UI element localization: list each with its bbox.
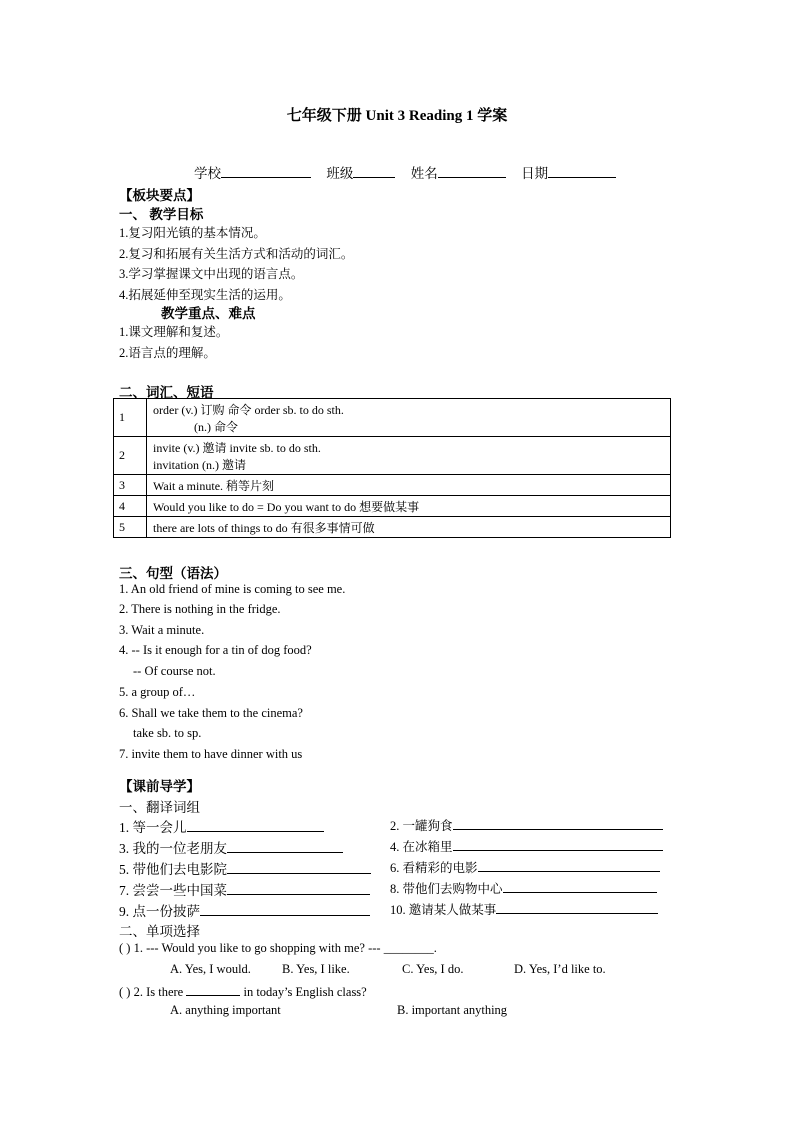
answer-blank[interactable] [478, 859, 660, 872]
vocab-line: order (v.) 订购 命令 order sb. to do sth. [153, 402, 344, 417]
school-label: 学校 [194, 166, 221, 181]
preview-header: 【课前导学】 [119, 779, 200, 794]
sentence-item: 6. Shall we take them to the cinema? [119, 706, 303, 720]
option[interactable]: A. Yes, I would. [170, 962, 251, 976]
answer-blank[interactable] [496, 901, 658, 914]
key-item: 1.课文理解和复述。 [119, 325, 229, 339]
table-row [114, 517, 671, 538]
translate-item: 2. 一罐狗食 [390, 816, 663, 834]
vocab-heading: 二、词汇、短语 [119, 385, 214, 400]
option[interactable]: B. Yes, I like. [282, 962, 350, 976]
vocab-cell [147, 399, 671, 437]
goals-heading: 一、 教学目标 [119, 207, 204, 222]
row-number: 2 [114, 437, 147, 475]
row-number: 3 [114, 475, 147, 496]
date-blank[interactable] [548, 164, 616, 178]
translate-item: 4. 在冰箱里 [390, 837, 663, 855]
row-number: 1 [114, 399, 147, 437]
key-item: 2.语言点的理解。 [119, 346, 216, 360]
question-stem: 2. Is there [133, 985, 184, 999]
sentence-item: -- Of course not. [133, 664, 216, 678]
option[interactable]: D. Yes, I’d like to. [514, 962, 606, 976]
question-stem: 1. --- Would you like to go shopping with me? --- ________. [133, 941, 437, 955]
table-row [114, 437, 671, 475]
sentence-item: 1. An old friend of mine is coming to see me. [119, 582, 346, 596]
goal-item: 3.学习掌握课文中出现的语言点。 [119, 267, 304, 281]
table-row [114, 399, 671, 437]
goal-item: 1.复习阳光镇的基本情况。 [119, 226, 266, 240]
table-row [114, 475, 671, 496]
translate-item: 7. 尝尝一些中国菜 [119, 879, 370, 899]
date-label: 日期 [521, 166, 549, 181]
sentence-item: 7. invite them to have dinner with us [119, 747, 303, 761]
answer-blank[interactable] [227, 861, 371, 874]
question-2 [119, 983, 367, 1000]
translate-item: 8. 带他们去购物中心 [390, 879, 657, 897]
option[interactable]: B. important anything [397, 1003, 508, 1017]
page-title: 七年级下册 Unit 3 Reading 1 学案 [286, 108, 508, 124]
vocab-cell: Would you like to do = Do you want to do 想要做某事 [147, 496, 671, 517]
translate-item: 3. 我的一位老朋友 [119, 837, 343, 857]
sentence-item: take sb. to sp. [133, 726, 202, 740]
vocab-cell: Wait a minute. 稍等片刻 [147, 475, 671, 496]
vocab-line: (n.) 命令 [194, 419, 238, 434]
name-label: 姓名 [410, 166, 438, 181]
row-number: 5 [114, 517, 147, 538]
translate-item: 5. 带他们去电影院 [119, 858, 371, 878]
table-row [114, 496, 671, 517]
sentence-item: 5. a group of… [119, 685, 196, 699]
row-number: 4 [114, 496, 147, 517]
goal-item: 4.拓展延伸至现实生活的运用。 [119, 288, 291, 302]
option[interactable]: A. anything important [170, 1003, 281, 1017]
vocab-cell [147, 437, 671, 475]
translate-item: 1. 等一会儿 [119, 816, 324, 836]
sentence-item: 3. Wait a minute. [119, 623, 205, 637]
goal-item: 2.复习和拓展有关生活方式和活动的词汇。 [119, 247, 354, 261]
student-info-line [194, 162, 628, 182]
vocab-line: invitation (n.) 邀请 [153, 457, 246, 472]
answer-blank[interactable] [186, 983, 240, 996]
vocab-line: invite (v.) 邀请 invite sb. to do sth. [153, 440, 321, 455]
question-1 [119, 941, 437, 956]
question-stem: in today’s English class? [243, 985, 367, 999]
translate-item: 10. 邀请某人做某事 [390, 900, 658, 918]
key-points-heading: 教学重点、难点 [161, 306, 256, 321]
option[interactable]: C. Yes, I do. [402, 962, 464, 976]
sentence-item: 2. There is nothing in the fridge. [119, 602, 281, 616]
answer-paren[interactable]: ( ) [119, 985, 131, 999]
answer-blank[interactable] [227, 840, 343, 853]
points-header: 【板块要点】 [119, 188, 200, 203]
translate-heading: 一、翻译词组 [119, 800, 200, 815]
answer-blank[interactable] [200, 903, 370, 916]
answer-blank[interactable] [453, 817, 663, 830]
sentences-heading: 三、句型（语法） [119, 566, 227, 581]
school-blank[interactable] [221, 164, 311, 178]
name-blank[interactable] [438, 164, 506, 178]
translate-item: 9. 点一份披萨 [119, 900, 370, 920]
vocab-table [113, 398, 671, 538]
sentence-item: 4. -- Is it enough for a tin of dog food? [119, 643, 312, 657]
answer-blank[interactable] [503, 880, 657, 893]
answer-blank[interactable] [187, 819, 324, 832]
answer-paren[interactable]: ( ) [119, 941, 131, 955]
vocab-cell: there are lots of things to do 有很多事情可做 [147, 517, 671, 538]
answer-blank[interactable] [453, 838, 663, 851]
choice-heading: 二、单项选择 [119, 924, 200, 939]
class-label: 班级 [326, 166, 354, 181]
class-blank[interactable] [353, 164, 395, 178]
answer-blank[interactable] [227, 882, 370, 895]
translate-item: 6. 看精彩的电影 [390, 858, 660, 876]
